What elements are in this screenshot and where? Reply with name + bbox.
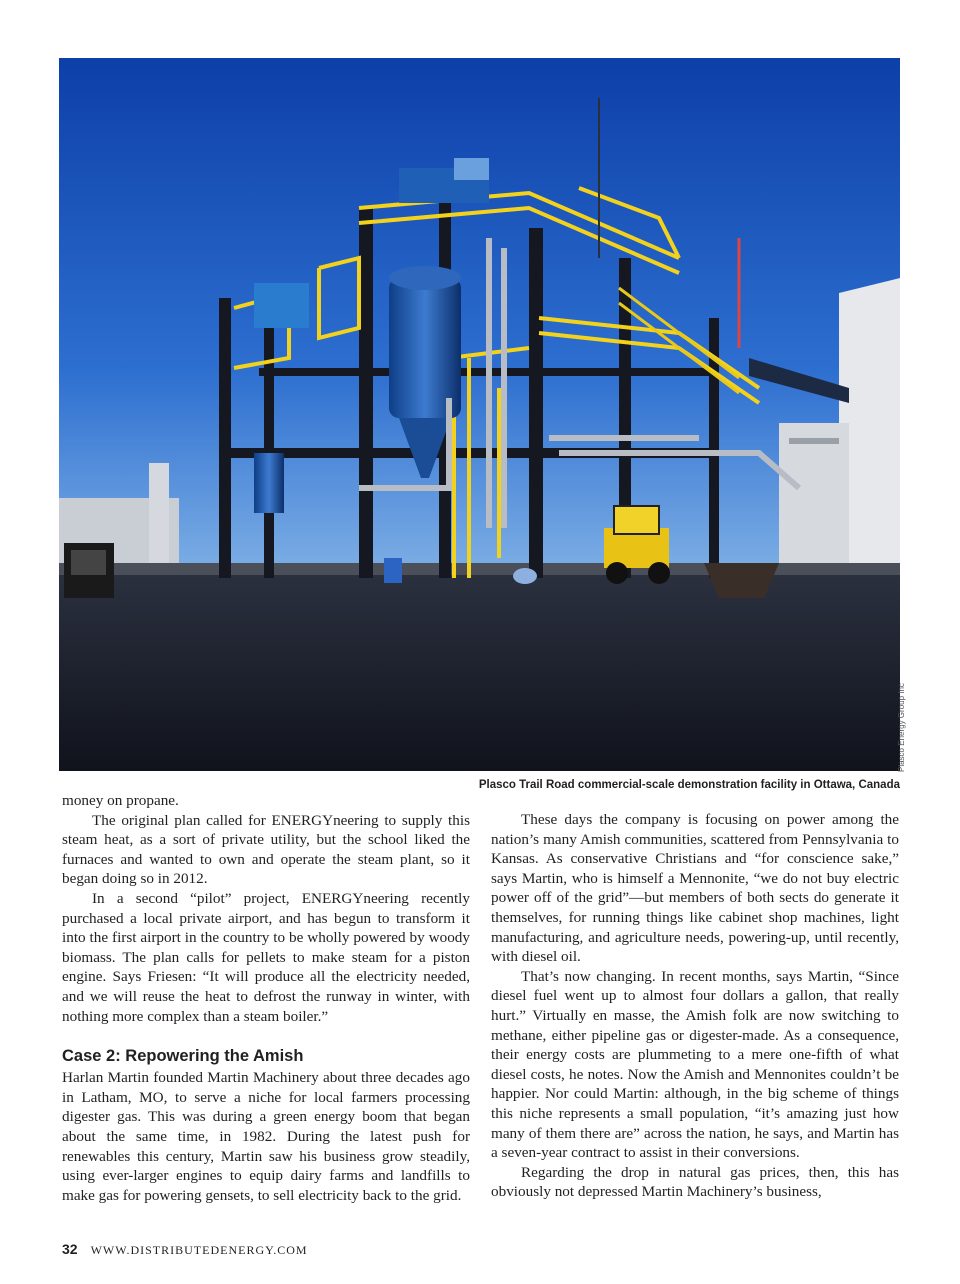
paragraph: These days the company is focusing on power among the nation’s many Amish communities, scattered from Pennsylvania to Kansas. As conservative Christians and “for conscience sake,” says Martin, who is himself a Mennonite, “we do not buy electric power off of the grid”—but members of both sects do generate it themselves, for running things like cabinet shop machines, light manufacturing, and agriculture needs, powering-up, until recently, with diesel oil. [491, 811, 899, 966]
paragraph: money on propane. [62, 792, 179, 809]
photo-credit: Plasco Energy Group Inc [897, 683, 906, 772]
paragraph: Regarding the drop in natural gas prices, then, this has obviously not depressed Martin Machinery’s business, [491, 1163, 899, 1201]
article-left-column [62, 791, 470, 1205]
paragraph: Harlan Martin founded Martin Machinery about three decades ago in Latham, MO, to serve a niche for local farmers processing digester gas. This was during a green energy boom that began about the same time, in 1982. During the latest push for renewables this century, Martin saw his business grow steadily, using ever-larger engines to equip dairy farms and landfills to make gas for powering gensets, to sell electricity back to the grid. [62, 1069, 470, 1204]
section-heading: Case 2: Repowering the Amish [62, 1047, 304, 1066]
photo-caption: Plasco Trail Road commercial-scale demonstration facility in Ottawa, Canada [478, 779, 900, 791]
page-footer [62, 1241, 308, 1258]
page-number: 32 [62, 1241, 78, 1257]
industrial-plant-illustration [59, 58, 900, 771]
paragraph: In a second “pilot” project, ENERGYneering recently purchased a local private airport, and has begun to transform it into the first airport in the country to be wholly powered by woody biomass. The plan calls for pellets to make steam for a piston engine. Says Friesen: “It will produce all the electricity needed, and we will reuse the heat to defrost the runway in winter, with nothing more complex than a steam boiler.” [62, 889, 470, 1025]
website-url: WWW.DISTRIBUTEDENERGY.COM [90, 1243, 308, 1257]
facility-photo [59, 58, 900, 771]
article-right-column [491, 810, 899, 1202]
paragraph: The original plan called for ENERGYneering to supply this steam heat, as a sort of private utility, but the school liked the furnaces and wanted to own and operate the steam plant, so it began doing so in 2012. [62, 811, 470, 888]
paragraph: That’s now changing. In recent months, says Martin, “Since diesel fuel went up to almost four dollars a gallon, that really hurt.” Virtually en masse, the Amish folk are now switching to methane, either pipeline gas or digester-made. As a consequence, their energy costs are plummeting to a mere one-fifth of what diesel costs, he notes. Now the Amish and Mennonites couldn’t be happier. Nor could Martin: although, in the big scheme of things this niche represents a small population, “it’s amazing just how many of them there are” across the nation, he says, and Martin has a seven-year contract to assist in their conversions. [491, 967, 899, 1162]
